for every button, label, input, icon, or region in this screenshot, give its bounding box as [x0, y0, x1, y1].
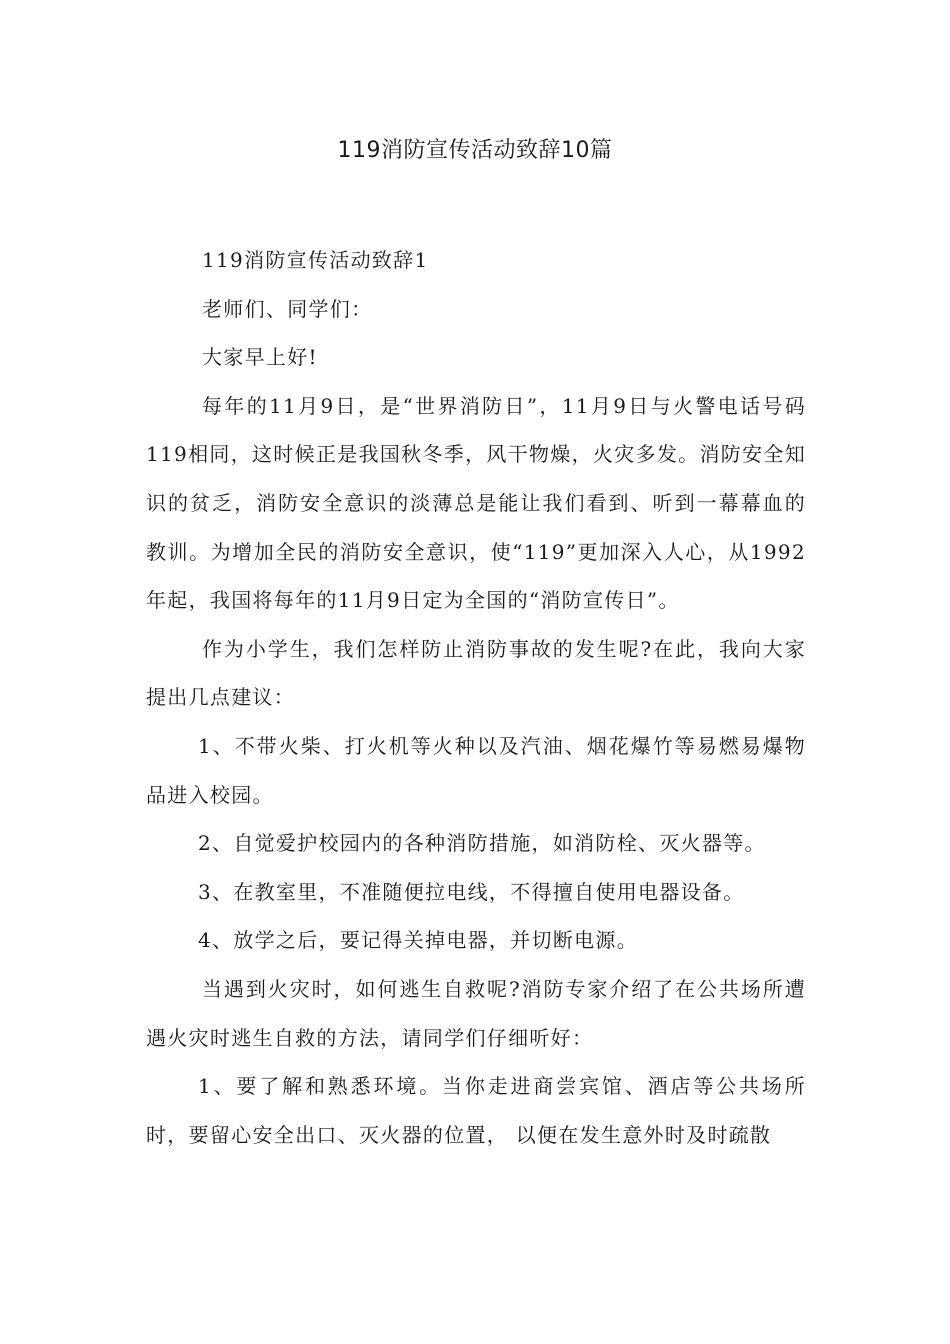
greeting: 大家早上好! [202, 345, 318, 370]
paragraph-intro: 每年的11月9日，是“世界消防日”，11月9日与火警电话号码119相同，这时候正是我国秋冬季，风干物燥，火灾多发。消防安全知识的贫乏，消防安全意识的淡薄总是能让我们看到、听到一幕幕血的教训。为增加全民的消防安全意识，使“119”更加深入人心，从1992年起，我国将每年的11月9日定为全国的“消防宣传日”。 [146, 393, 806, 613]
salutation: 老师们、同学们： [202, 296, 373, 321]
paragraph-suggestions-intro: 作为小学生，我们怎样防止消防事故的发生呢?在此，我向大家提出几点建议： [146, 636, 806, 710]
section-heading: 119消防宣传活动致辞1 [202, 248, 429, 272]
document-body [146, 236, 806, 1159]
paragraph-escape-intro: 当遇到火灾时，如何逃生自救呢?消防专家介绍了在公共场所遭遇火灾时逃生自救的方法，请同学们仔细听好： [146, 976, 806, 1050]
suggestion-item: 2、自觉爱护校园内的各种消防措施，如消防栓、灭火器等。 [198, 831, 766, 856]
document-title: 119消防宣传活动致辞10篇 [337, 138, 613, 163]
suggestion-item: 3、在教室里，不准随便拉电线，不得擅自使用电器设备。 [198, 879, 745, 904]
suggestion-item: 4、放学之后，要记得关掉电器，并切断电源。 [198, 928, 639, 953]
escape-item: 1、要了解和熟悉环境。当你走进商尝宾馆、酒店等公共场所时，要留心安全出口、灭火器的位置， 以便在发生意外时及时疏散 [146, 1074, 806, 1147]
suggestion-item: 1、不带火柴、打火机等火种以及汽油、烟花爆竹等易燃易爆物品进入校园。 [146, 733, 806, 807]
